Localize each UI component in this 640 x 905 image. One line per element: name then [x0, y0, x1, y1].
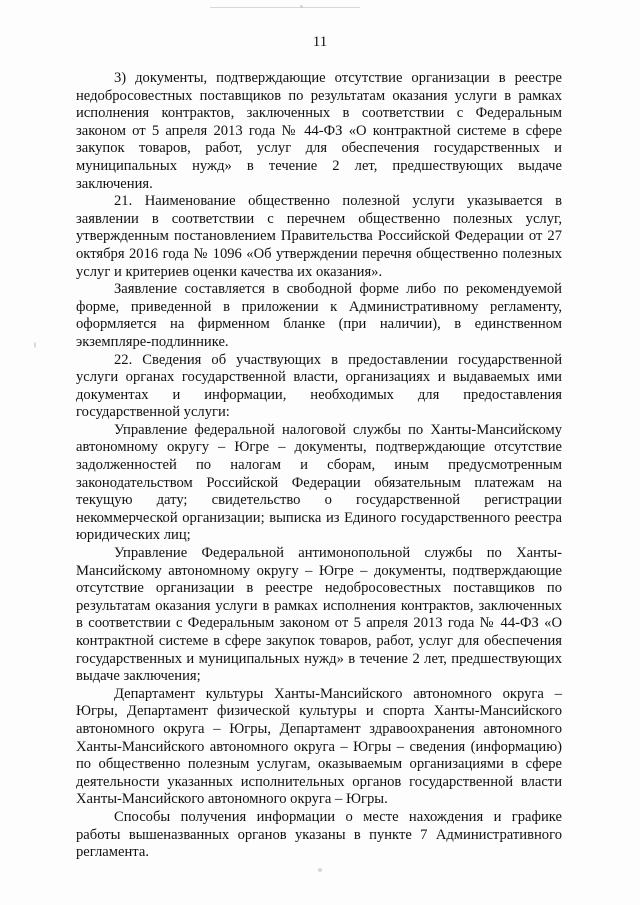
paragraph-item-3-conclusion: 3) документы, подтверждающие отсутствие организации в реестре недобросовестных поставщиков по результатам оказания услуги в рамках исполнения контрактов, заключенных в соответствии с Федеральным законом от 5 апреля 2013 года № 44-ФЗ «О контрактной системе в сфере закупок товаров, работ, услуг для обеспечения государственных и муниципальных нужд» в течение 2 лет, предшествующих выдаче заключения. [76, 70, 562, 192]
paragraph-antimonopoly-service: Управление Федеральной антимонопольной службы по Ханты-Мансийскому автономному округу – Югре – документы, подтверждающие отсутствие организации в реестре недобросовестных поставщиков по результатам оказания услуги в рамках исполнения контрактов, заключенных в соответствии с Федеральным законом от 5 апреля 2013 года № 44-ФЗ «О контрактной системе в сфере закупок товаров, работ, услуг для обеспечения государственных и муниципальных нужд» в течение 2 лет, предшествующих выдаче заключения; [76, 545, 562, 685]
paragraph-application-form: Заявление составляется в свободной форме либо по рекомендуемой форме, приведенной в приложении к Административному регламенту, оформляется на фирменном бланке (при наличии), в единственном экземпляре-подлиннике. [76, 281, 562, 350]
paragraph-21-service-name: 21. Наименование общественно полезной услуги указывается в заявлении в соответствии с перечнем общественно полезных услуг, утвержденным постановлением Правительства Российской Федерации от 27 октября 2016 года № 1096 «Об утверждении перечня общественно полезных услуг и критериев оценки качества их оказания». [76, 193, 562, 280]
scan-artifact-top [210, 7, 360, 8]
scan-artifact-speck [34, 342, 36, 348]
scan-artifact-speck [300, 5, 303, 8]
page-number: 11 [312, 34, 328, 50]
scan-artifact-speck [318, 868, 322, 872]
paragraph-departments: Департамент культуры Ханты-Мансийского автономного округа – Югры, Департамент физической культуры и спорта Ханты-Мансийского автономного округа – Югры, Департамент здравоохранения автономного Ханты-Мансийского автономного округа – Югры – сведения (информацию) по общественно полезным услугам, оказываемым организациями в сфере деятельности указанных исполнительных органов государственной власти Ханты-Мансийского автономного округа – Югры. [76, 685, 562, 808]
document-body [76, 70, 562, 862]
paragraph-22-participating-bodies: 22. Сведения об участвующих в предоставлении государственной услуги органах государственной власти, организациях и выдаваемых ими документах и информации, необходимых для предоставления государственной услуги: [76, 351, 562, 421]
paragraph-tax-service: Управление федеральной налоговой службы по Ханты-Мансийскому автономному округу – Югре – документы, подтверждающие отсутствие задолженностей по налогам и сборам, иным предусмотренным законодательством Российской Федерации обязательным платежам на текущую дату; свидетельство о государственной регистрации некоммерческой организации; выписка из Единого государственного реестра юридических лиц; [76, 421, 562, 544]
paragraph-contact-methods: Способы получения информации о месте нахождения и графике работы вышеназванных органов указаны в пункте 7 Административного регламента. [76, 808, 562, 861]
